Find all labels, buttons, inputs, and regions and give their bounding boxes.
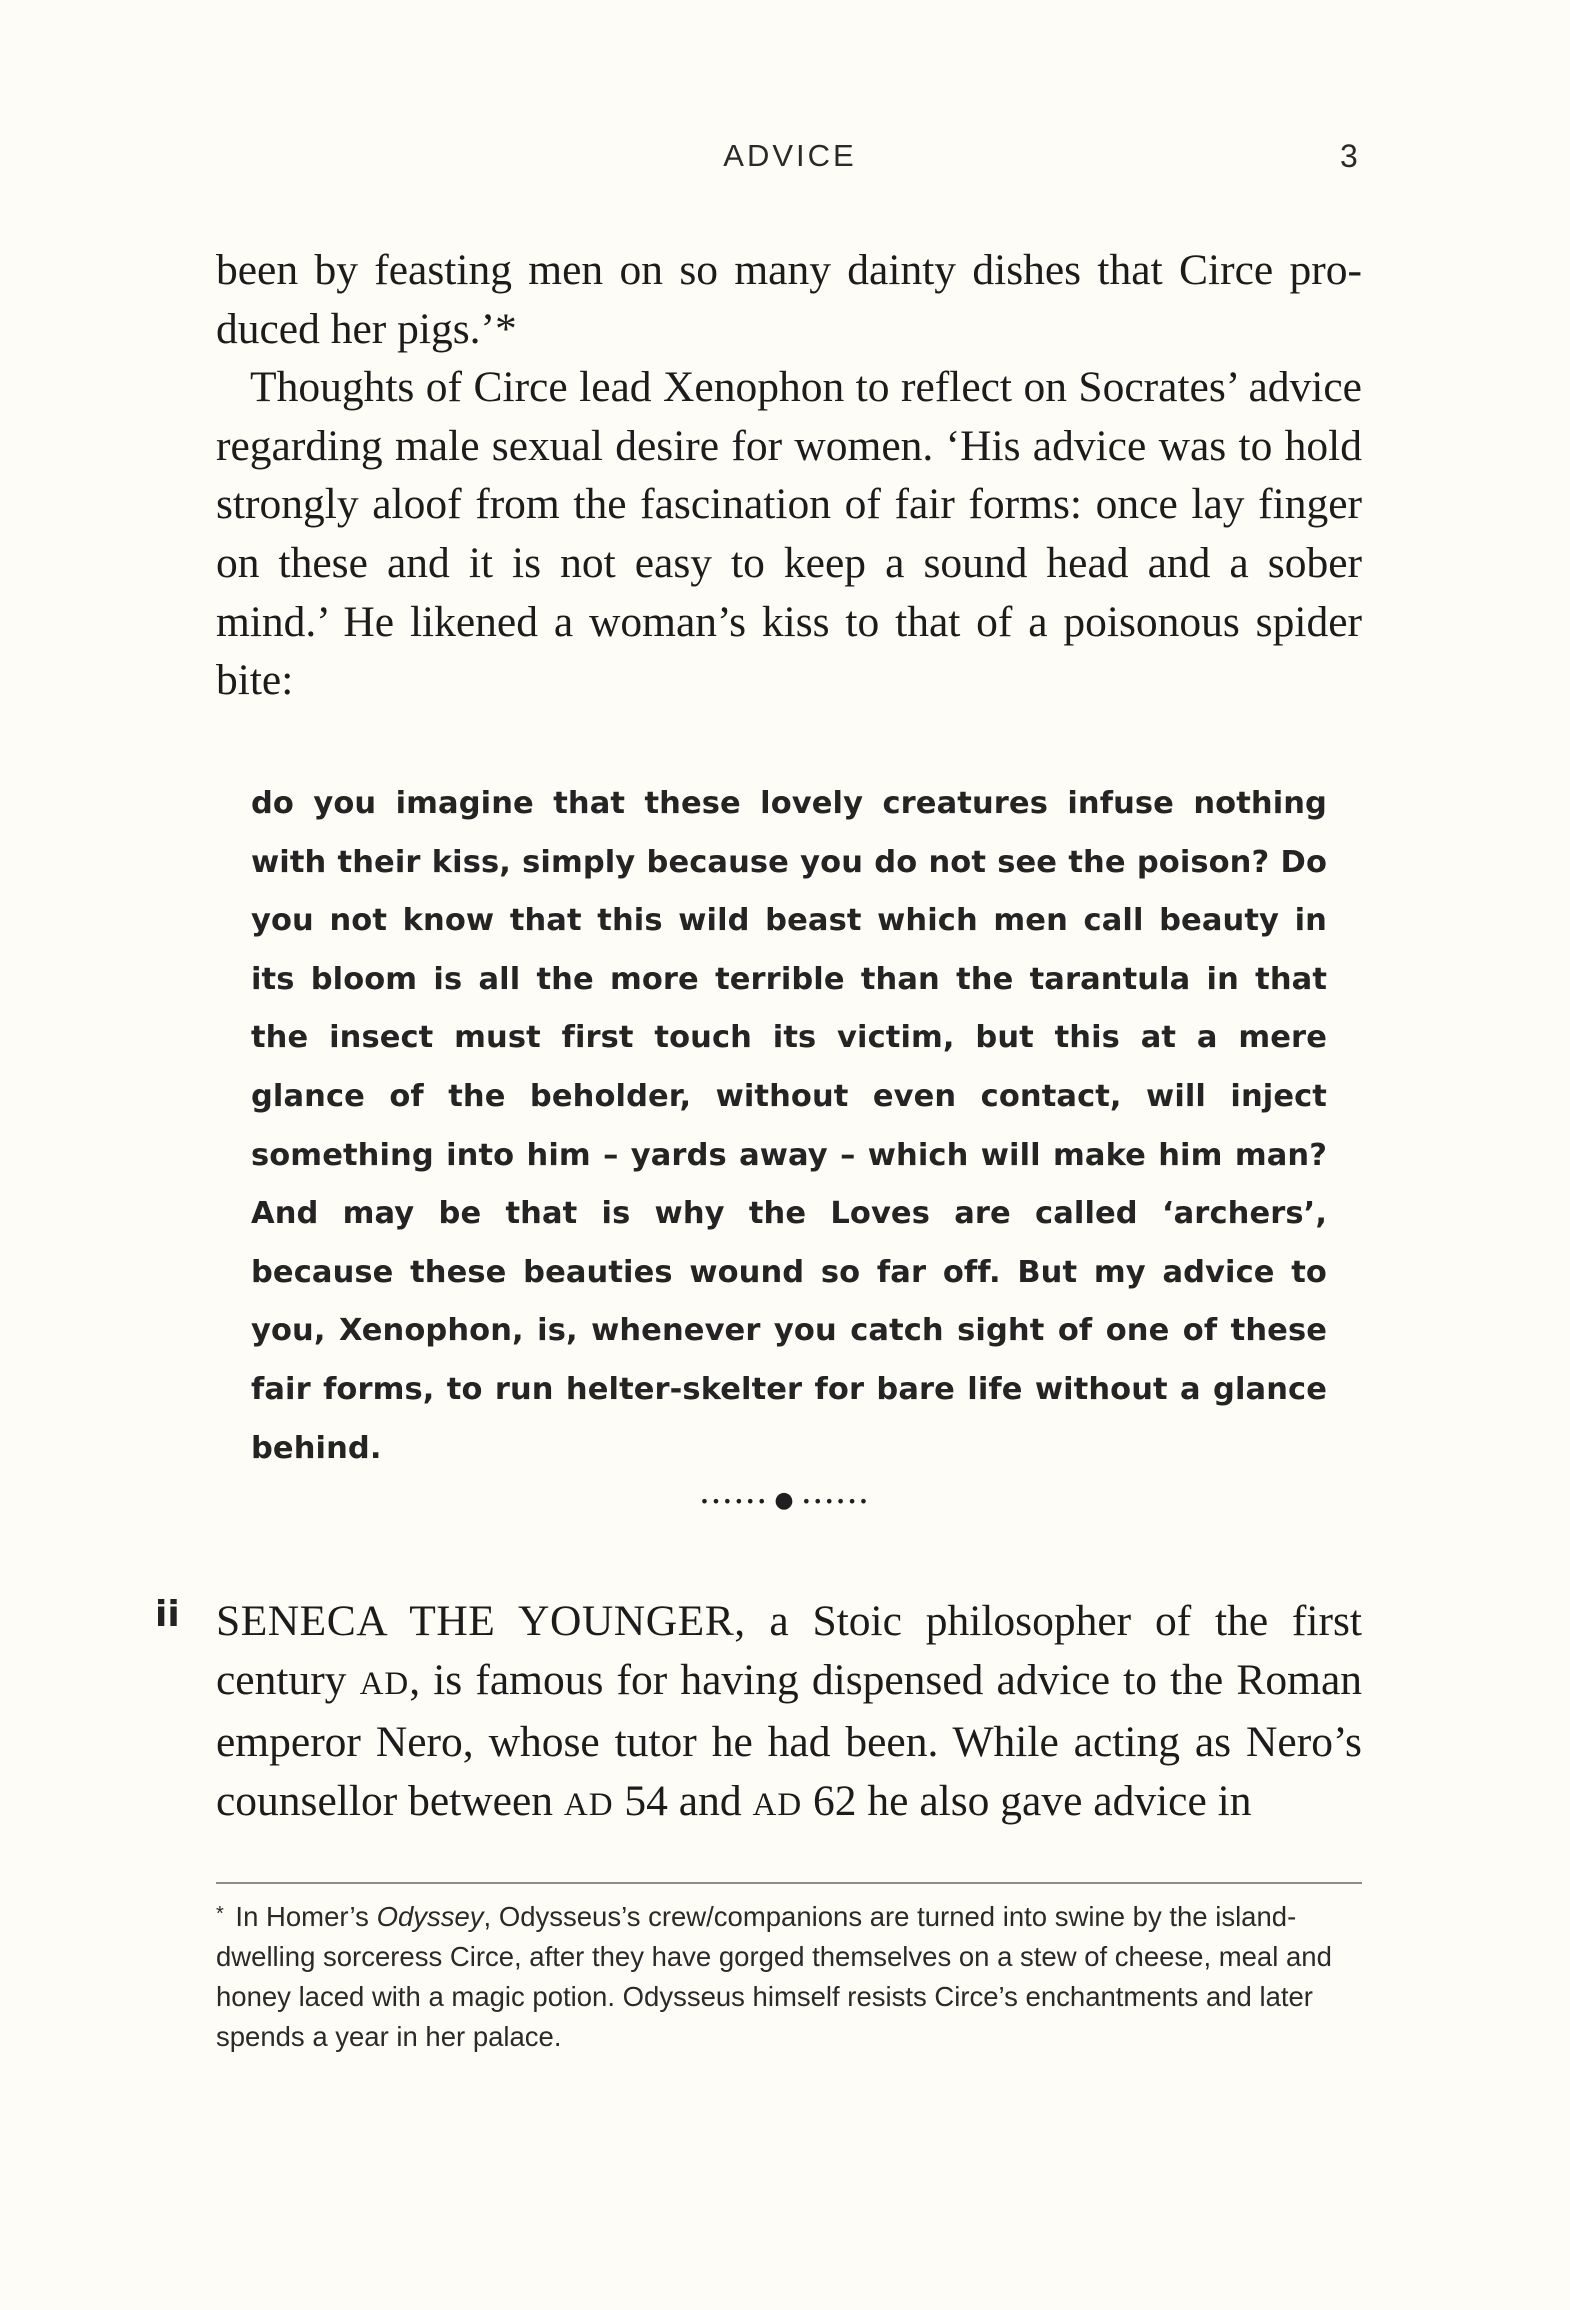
running-head — [0, 138, 1570, 178]
block-quote: do you imagine that these lovely creatures infuse nothing with their kiss, simply because you do not see the poison? Do you not know that this wild beast which men call beauty in its bloom is all the more terrible than the tarantula in that the insect must first touch its victim, but this at a mere glance of the beholder, without even contact, will inject something into him – yards away – which will make him man? And may be that is why the Loves are called ‘archers’, because these beauties wound so far off. But my advice to you, Xenophon, is, whenever you catch sight of one of these fair forms, to run helter-skelter for bare life without a glance behind. — [251, 786, 1327, 1466]
footnote — [216, 1894, 1346, 2057]
seneca-text — [216, 1592, 1362, 1834]
section-heading-name: SENECA THE YOUNGER, — [216, 1597, 746, 1645]
socrates-paragraph: Thoughts of Circe lead Xenophon to reflect on Socrates’ advice regarding male sexual desire for women. ‘His advice was to hold strongly aloof from the fascination of fair forms: once lay finger on these and it is not easy to keep a sound head and a sober mind.’ He likened a woman’s kiss to that of a poisonous spider bite: — [216, 363, 1362, 705]
era-ad-2: AD — [563, 1786, 614, 1823]
ornament-center-dot: ● — [774, 1488, 796, 1513]
footnote-divider — [216, 1882, 1362, 1884]
seneca-paragraph — [216, 1592, 1362, 1834]
footnote-text-after: , Odysseus’s crew/companions are turned into swine by the island-dwelling sorceress Circe, after they have gorged themselves on a stew of cheese, meal and honey laced with a magic potion. Odysseus himself resists Circe’s enchantments and later spends a year in her palace. — [216, 1901, 1332, 2052]
running-title: ADVICE — [723, 138, 857, 173]
section-marker: ii — [155, 1594, 180, 1635]
page-number: 3 — [1340, 138, 1358, 174]
footnote-book-title: Odyssey — [376, 1901, 484, 1932]
seneca-text-3: 54 and — [613, 1776, 753, 1825]
continued-paragraph — [216, 241, 1362, 358]
continued-line-1: been by feasting men on so many dainty dishes that Circe pro- — [216, 246, 1362, 294]
era-ad-1: AD — [359, 1665, 410, 1702]
seneca-text-2: , is famous for having dispensed advice to the Roman emperor Nero, whose tutor he had been. While acting as Nero’s counsellor between — [216, 1655, 1363, 1825]
footnote-text-before: In Homer’s — [227, 1901, 377, 1932]
ornament-right-dots: •••••• — [801, 1492, 871, 1511]
footnote-mark: * — [216, 1903, 224, 1925]
era-ad-3: AD — [752, 1786, 803, 1823]
continued-line-2: duced her pigs.’* — [216, 304, 517, 353]
opening-paragraphs — [216, 241, 1362, 710]
seneca-text-1: a Stoic philosopher of the first century — [216, 1597, 1363, 1704]
section-ornament — [0, 1488, 1570, 1513]
seneca-text-4: 62 he also gave advice in — [802, 1776, 1252, 1825]
ornament-left-dots: •••••• — [699, 1492, 769, 1511]
